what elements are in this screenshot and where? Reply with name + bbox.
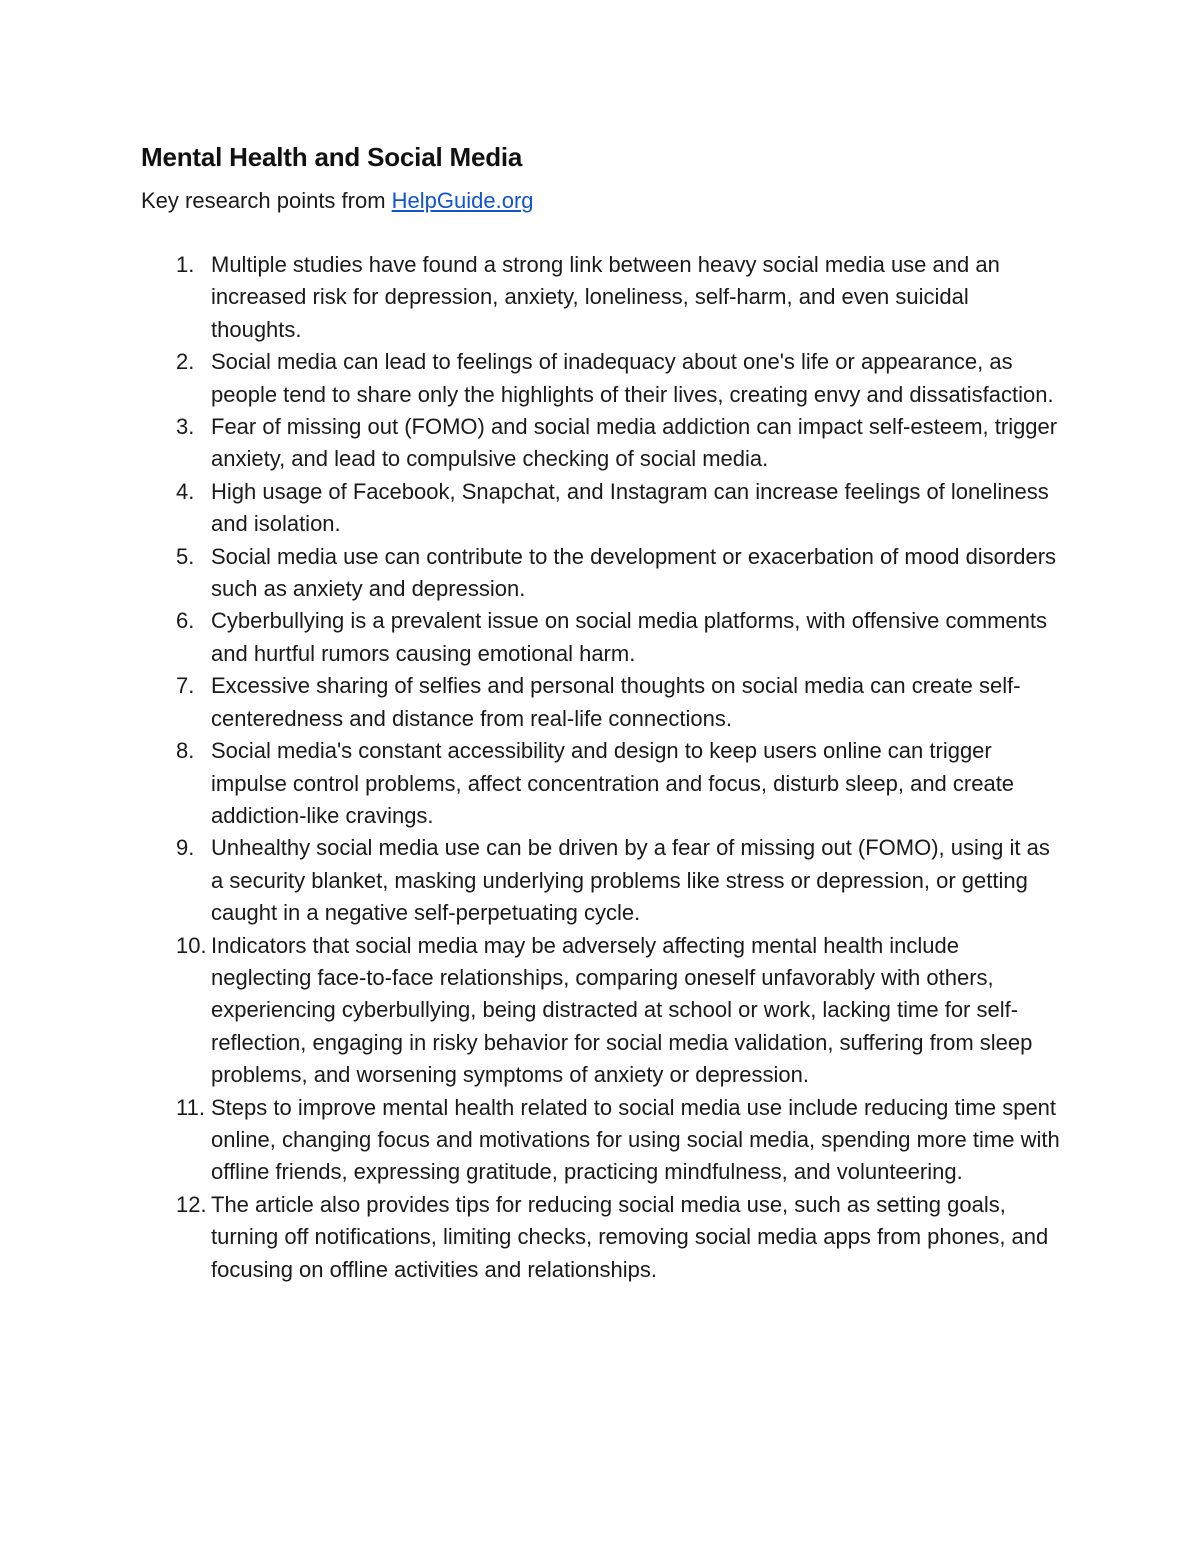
list-item xyxy=(0,1092,1061,1189)
list-item-number: 3. xyxy=(176,414,195,440)
list-item xyxy=(0,346,1061,411)
list-item-number: 11. xyxy=(176,1094,205,1120)
list-item xyxy=(0,735,1061,832)
list-item xyxy=(0,541,1061,606)
list-item xyxy=(0,832,1061,929)
list-item-text: High usage of Facebook, Snapchat, and Instagram can increase feelings of loneliness and isolation. xyxy=(211,478,1049,537)
subtitle-text: Key research points from xyxy=(141,188,392,213)
list-item-text: Fear of missing out (FOMO) and social media addiction can impact self-esteem, trigger anxiety, and lead to compulsive checking of social media. xyxy=(211,414,1058,472)
list-item xyxy=(0,670,1061,735)
list-item-number: 8. xyxy=(176,738,195,764)
list-item xyxy=(0,411,1061,476)
list-item-number: 10. xyxy=(176,932,207,958)
list-item xyxy=(0,930,1061,1092)
list-item-number: 2. xyxy=(176,349,195,375)
list-item-number: 4. xyxy=(176,478,195,504)
list-item-text: Social media use can contribute to the development or exacerbation of mood disorders such as anxiety and depression. xyxy=(211,543,1057,602)
list-item-text: Excessive sharing of selfies and personal thoughts on social media can create self-centeredness and distance from real-life connections. xyxy=(211,673,1021,731)
subtitle xyxy=(141,186,534,216)
list-item-text: Unhealthy social media use can be driven by a fear of missing out (FOMO), using it as a security blanket, masking underlying problems like stress or depression, or getting caught in a negative self-perpetuating cycle. xyxy=(211,835,1050,926)
source-link[interactable]: HelpGuide.org xyxy=(391,188,534,213)
list-item-text: Cyberbullying is a prevalent issue on social media platforms, with offensive comments and hurtful rumors causing emotional harm. xyxy=(211,608,1047,666)
list-item xyxy=(0,249,1061,346)
research-points-list xyxy=(0,249,1200,1286)
list-item-number: 12. xyxy=(176,1191,207,1217)
page-title: Mental Health and Social Media xyxy=(141,142,523,172)
list-item xyxy=(0,1189,1061,1286)
list-item-number: 1. xyxy=(176,252,195,277)
list-item xyxy=(0,605,1061,670)
list-item-number: 7. xyxy=(176,673,195,699)
list-item-text: Steps to improve mental health related to social media use include reducing time spent online, changing focus and motivations for using social media, spending more time with offline friends, expressing gratitude, practicing mindfulness, and volunteering. xyxy=(211,1094,1060,1185)
list-item-text: Social media's constant accessibility and design to keep users online can trigger impulse control problems, affect concentration and focus, disturb sleep, and create addiction-like cravings. xyxy=(211,738,1015,828)
list-item-number: 9. xyxy=(176,835,195,861)
list-item-number: 5. xyxy=(176,543,195,569)
list-item xyxy=(0,476,1061,541)
list-item-number: 6. xyxy=(176,608,195,634)
list-item-text: Social media can lead to feelings of inadequacy about one's life or appearance, as people tend to share only the highlights of their lives, creating envy and dissatisfaction. xyxy=(211,349,1054,407)
list-item-text: The article also provides tips for reducing social media use, such as setting goals, turning off notifications, limiting checks, removing social media apps from phones, and focusing on offline activities and relationships. xyxy=(211,1191,1049,1282)
list-item-text: Multiple studies have found a strong link between heavy social media use and an increased risk for depression, anxiety, loneliness, self-harm, and even suicidal thoughts. xyxy=(211,252,1000,342)
list-item-text: Indicators that social media may be adversely affecting mental health include neglecting face-to-face relationships, comparing oneself unfavorably with others, experiencing cyberbullying, being distracted at school or work, lacking time for self-reflection, engaging in risky behavior for social media validation, suffering from sleep problems, and worsening symptoms of anxiety or depression. xyxy=(211,932,1033,1088)
